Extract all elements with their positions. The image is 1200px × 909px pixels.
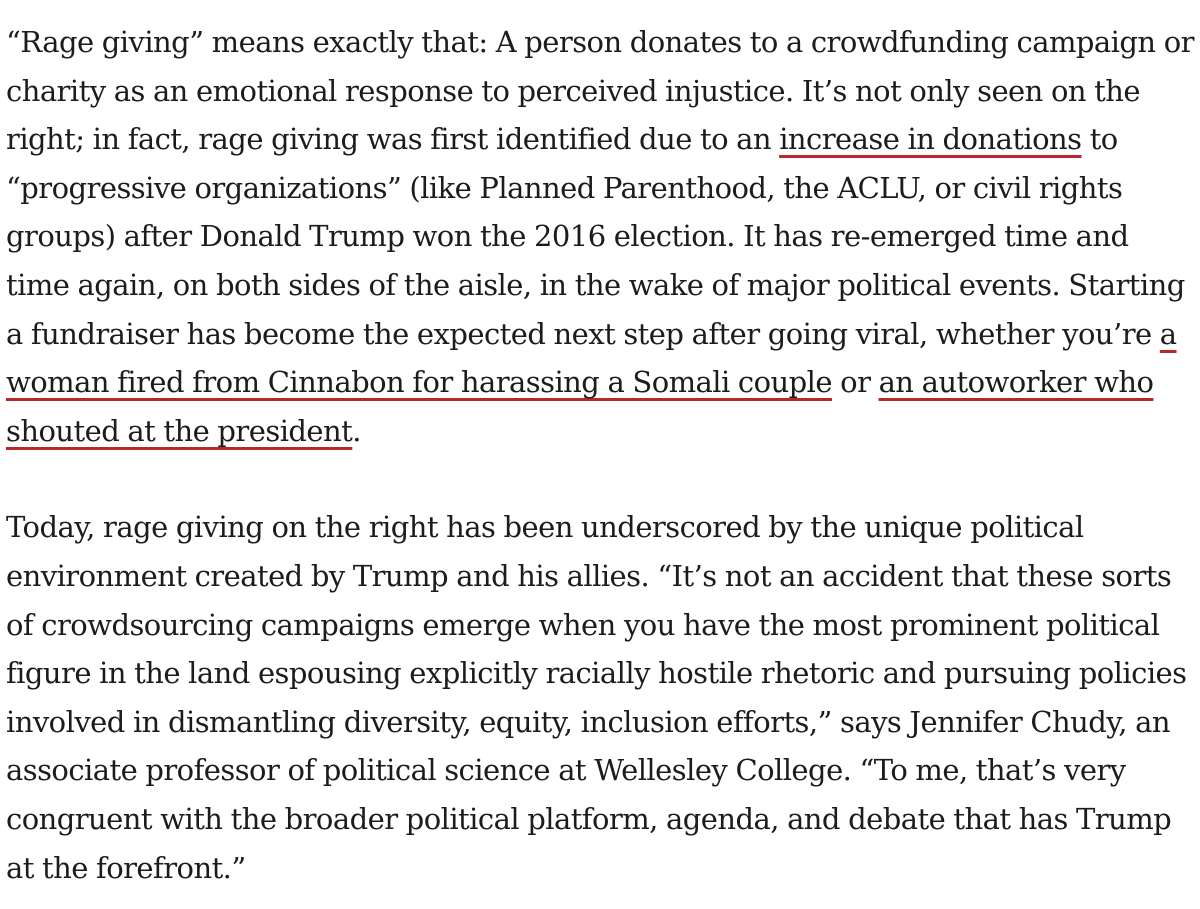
link-increase-in-donations[interactable]: increase in donations xyxy=(779,122,1082,157)
paragraph-text: . xyxy=(352,413,361,448)
paragraph-text: to “progressive organizations” (like Planned Parenthood, the ACLU, or civil rights groups) after Donald Trump won the 2016 election. It has re-emerged time and time again, on both sides of the aisle, in the wake of major political events. Starting a fundraiser has become the expected next step after going viral, whether you’re xyxy=(6,122,1185,351)
link-cinnabon-woman[interactable]: a woman fired from Cinnabon for harassing a Somali couple xyxy=(6,316,1177,400)
paragraph-rage-giving-right: Today, rage giving on the right has been underscored by the unique political environment created by Trump and his allies. “It’s not an accident that these sorts of crowdsourcing campaigns emerge when you have the most prominent political figure in the land espousing explicitly racially hostile rhetoric and pursuing policies involved in dismantling diversity, equity, inclusion efforts,” says Jennifer Chudy, an associate professor of political science at Wellesley College. “To me, that’s very congruent with the broader political platform, agenda, and debate that has Trump at the forefront.” xyxy=(6,510,1187,885)
article-body xyxy=(6,18,1198,892)
link-autoworker[interactable]: an autoworker who shouted at the president xyxy=(6,365,1154,448)
paragraph-text: or xyxy=(832,365,879,400)
paragraph-rage-giving-definition xyxy=(6,18,1198,455)
paragraph-text: “Rage giving” means exactly that: A person donates to a crowdfunding campaign or charity as an emotional response to perceived injustice. It’s not only seen on the right; in fact, rage giving was first identified due to an xyxy=(6,25,1194,157)
